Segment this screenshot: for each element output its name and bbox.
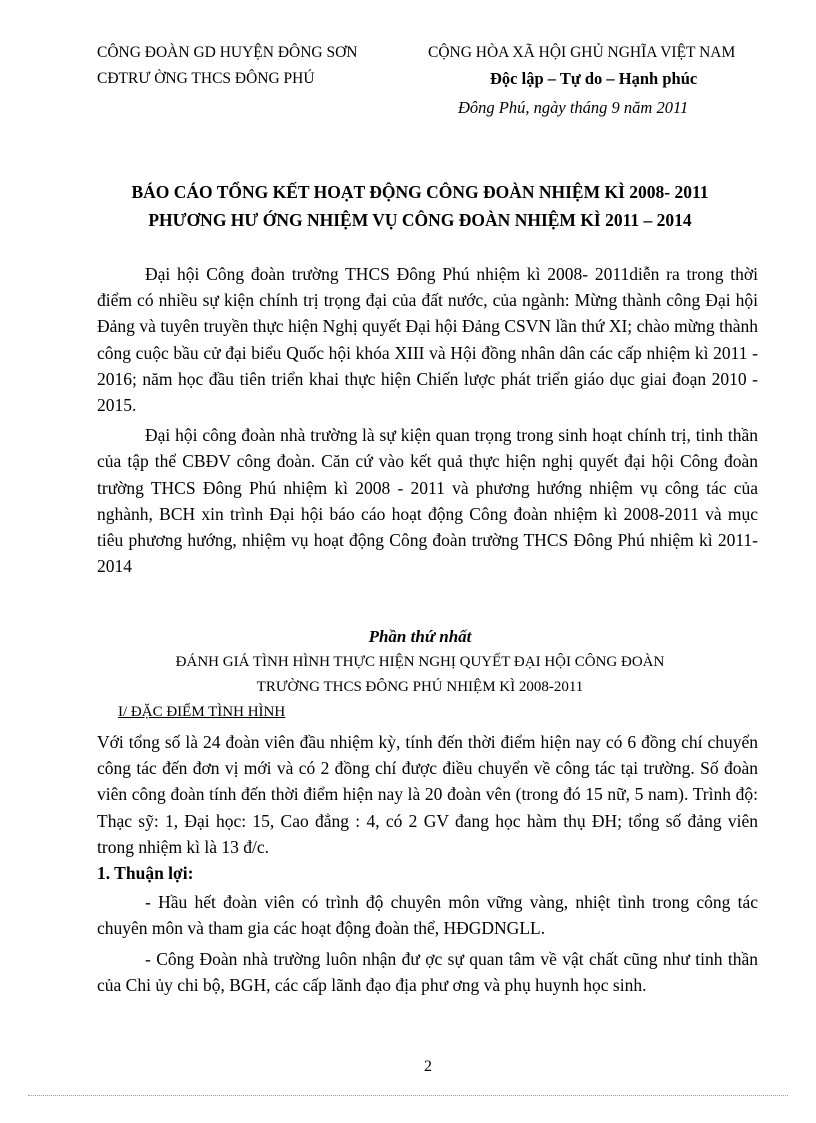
section-title-situation: I/ ĐẶC ĐIỂM TÌNH HÌNH xyxy=(118,704,286,720)
advantage-item-2: - Công Đoàn nhà trường luôn nhận đư ợc sự quan tâm về vật chất cũng như tinh thần của Chi ủy chi bộ, BGH, các cấp lãnh đạo địa phư ơng và phụ huynh học sinh. xyxy=(97,948,758,995)
dateline: Đông Phú, ngày tháng 9 năm 2011 xyxy=(458,98,689,117)
part-label: Phần thứ nhất xyxy=(368,627,472,646)
footer-divider xyxy=(28,1095,788,1096)
report-title-line1: BÁO CÁO TỔNG KẾT HOẠT ĐỘNG CÔNG ĐOÀN NHIỆM KÌ 2008- 2011 xyxy=(131,182,709,202)
situation-paragraph: Với tổng số là 24 đoàn viên đầu nhiệm kỳ, tính đến thời điểm hiện nay có 6 đồng chí chuyển công tác đến đơn vị mới và có 2 đồng chí được điều chuyển về công tác tại trường. Số đoàn viên công đoàn tính đến thời điểm hiện nay là 20 đoàn vên (trong đó 15 nữ, 5 nam). Trình độ: Thạc sỹ: 1, Đại học: 15, Cao đẳng : 4, có 2 GV đang học hàm thụ ĐH; tổng số đảng viên trong nhiệm kì là 13 đ/c. xyxy=(97,732,758,857)
intro-paragraph-1: Đại hội Công đoàn trường THCS Đông Phú nhiệm kì 2008- 2011diễn ra trong thời điểm có nhiều sự kiện chính trị trọng đại của đất nước, của ngành: Mừng thành công Đại hội Đảng và tuyên truyền thực hiện Nghị quyết Đại hội Đảng CSVN lần thứ XI; chào mừng thành công cuộc bầu cử đại biểu Quốc hội khóa XIII và Hội đồng nhân dân các cấp nhiệm kì 2011 - 2016; năm học đầu tiên triển khai thực hiện Chiến lược phát triển giáo dục giai đoạn 2010 - 2015. xyxy=(97,264,758,416)
intro-section xyxy=(97,261,758,579)
org-name-line1: CÔNG ĐOÀN GD HUYỆN ĐÔNG SƠN xyxy=(97,44,358,61)
situation-section xyxy=(97,729,758,998)
subsection-title-advantages: 1. Thuận lợi: xyxy=(97,863,194,884)
report-title-line2: PHƯƠNG HƯ ỚNG NHIỆM VỤ CÔNG ĐOÀN NHIỆM KÌ 2011 – 2014 xyxy=(148,210,692,230)
national-title: CỘNG HÒA XÃ HỘI GHỦ NGHĨA VIỆT NAM xyxy=(428,44,736,61)
part-heading-line1: ĐÁNH GIÁ TÌNH HÌNH THỰC HIỆN NGHỊ QUYẾT ĐẠI HỘI CÔNG ĐOÀN xyxy=(175,654,665,670)
page-number: 2 xyxy=(424,1058,432,1075)
national-motto: Độc lập – Tự do – Hạnh phúc xyxy=(490,69,698,88)
org-name-line2: CĐTRƯ ỜNG THCS ĐÔNG PHÚ xyxy=(97,70,315,87)
advantage-item-1: - Hầu hết đoàn viên có trình độ chuyên môn vững vàng, nhiệt tình trong công tác chuyên môn và tham gia các hoạt động đoàn thể, HĐGDNGLL. xyxy=(97,892,758,939)
intro-paragraph-2: Đại hội công đoàn nhà trường là sự kiện quan trọng trong sinh hoạt chính trị, tinh thần của tập thể CBĐV công đoàn. Căn cứ vào kết quả thực hiện nghị quyết đại hội Công đoàn trường THCS Đông Phú nhiệm kì 2008 - 2011 và phương hướng nhiệm vụ công tác của nghành, BCH xin trình Đại hội báo cáo hoạt động Công đoàn nhiệm kì 2008-2011 và mục tiêu phương hướng, nhiệm vụ hoạt động Công đoàn trường THCS Đông Phú nhiệm kì 2011-2014 xyxy=(97,425,758,577)
part-heading-line2: TRƯỜNG THCS ĐÔNG PHÚ NHIỆM KÌ 2008-2011 xyxy=(256,679,584,695)
